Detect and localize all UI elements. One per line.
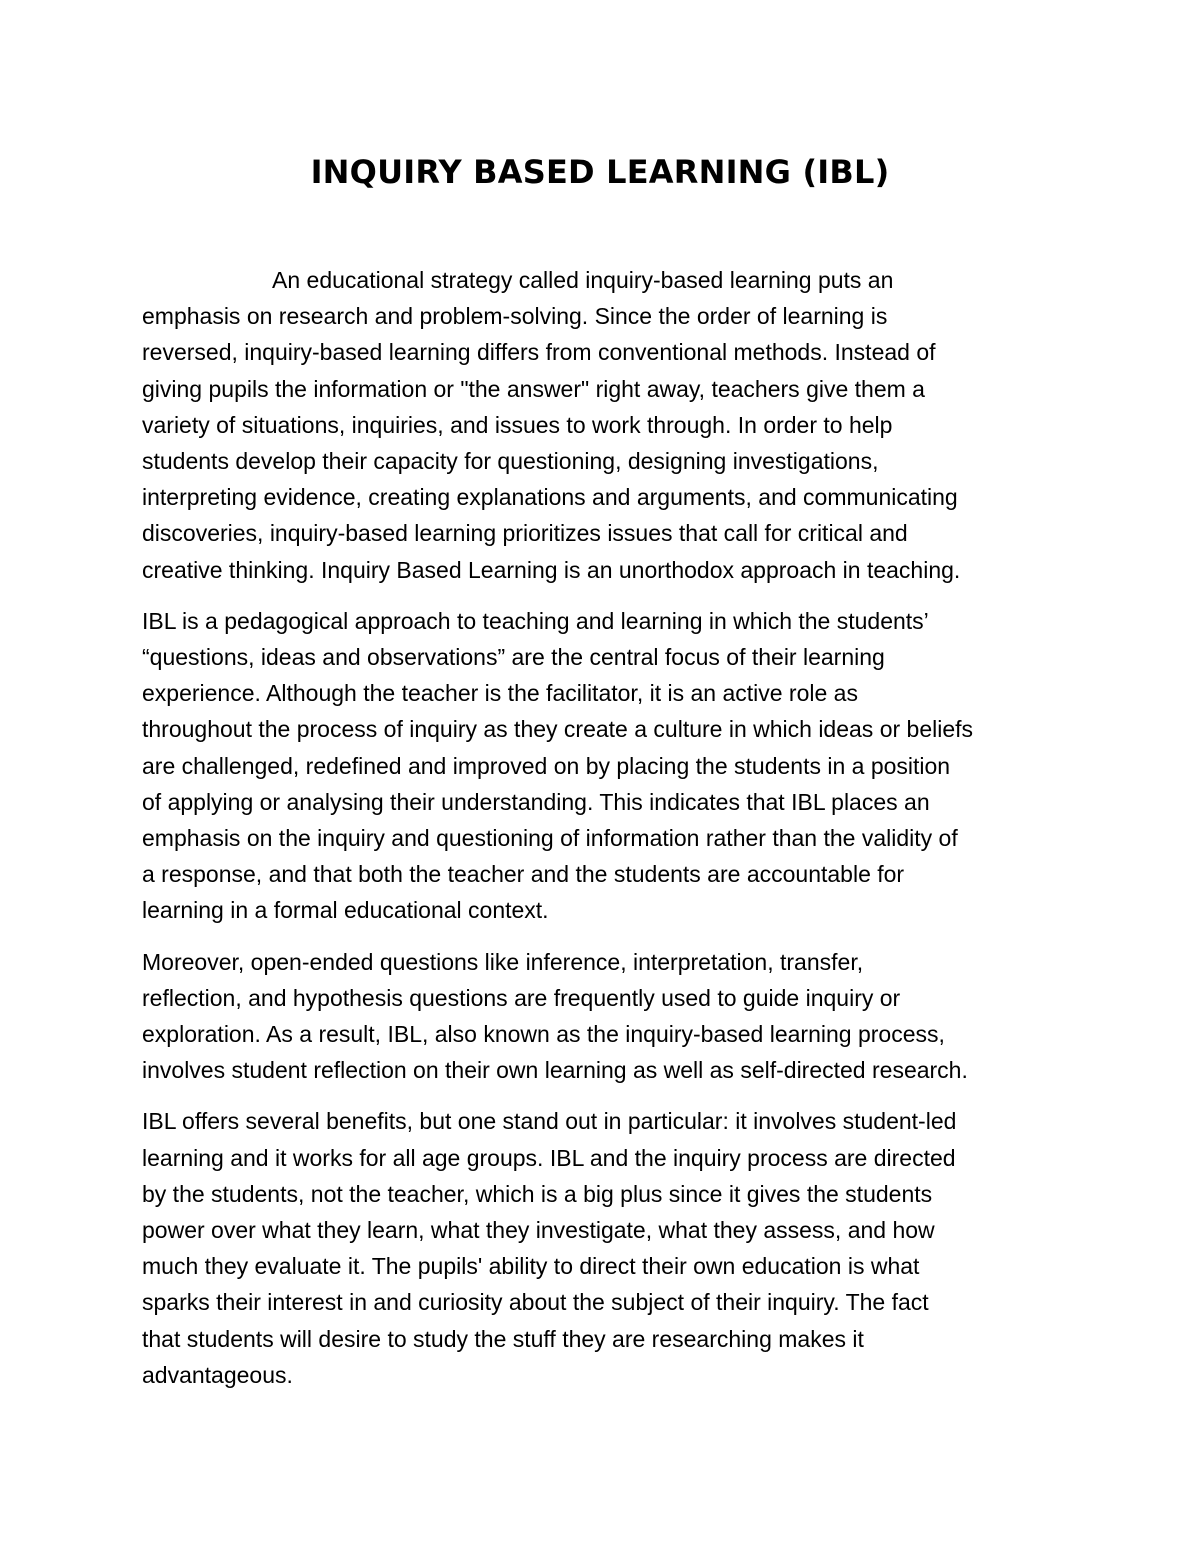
paragraph-line: throughout the process of inquiry as they create a culture in which ideas or beliefs bbox=[142, 716, 974, 743]
paragraph-line: variety of situations, inquiries, and issues to work through. In order to help bbox=[142, 411, 893, 438]
paragraph-line: experience. Although the teacher is the facilitator, it is an active role as bbox=[142, 680, 858, 707]
document-body bbox=[142, 262, 1064, 1408]
paragraph-line: exploration. As a result, IBL, also known as the inquiry-based learning process, bbox=[142, 1021, 945, 1048]
paragraph-line: a response, and that both the teacher and the students are accountable for bbox=[142, 861, 905, 888]
paragraph-line: creative thinking. Inquiry Based Learning is an unorthodox approach in teaching. bbox=[142, 556, 961, 583]
paragraph-line: IBL offers several benefits, but one stand out in particular: it involves student-led bbox=[142, 1108, 957, 1135]
paragraph-line: IBL is a pedagogical approach to teaching and learning in which the students’ bbox=[142, 607, 929, 634]
paragraph-line: power over what they learn, what they investigate, what they assess, and how bbox=[142, 1217, 935, 1244]
paragraph-line: of applying or analysing their understanding. This indicates that IBL places an bbox=[142, 788, 930, 815]
paragraph-1 bbox=[142, 262, 1064, 588]
paragraph-line: reversed, inquiry-based learning differs from conventional methods. Instead of bbox=[142, 339, 936, 366]
paragraph-line: “questions, ideas and observations” are the central focus of their learning bbox=[142, 644, 885, 671]
paragraph-line: giving pupils the information or "the answer" right away, teachers give them a bbox=[142, 375, 925, 402]
paragraph-line: emphasis on the inquiry and questioning of information rather than the validity of bbox=[142, 825, 958, 852]
paragraph-line: interpreting evidence, creating explanations and arguments, and communicating bbox=[142, 484, 958, 511]
paragraph-line: reflection, and hypothesis questions are frequently used to guide inquiry or bbox=[142, 984, 901, 1011]
paragraph-line: involves student reflection on their own learning as well as self-directed research. bbox=[142, 1057, 968, 1084]
paragraph-line: discoveries, inquiry-based learning prioritizes issues that call for critical and bbox=[142, 520, 908, 547]
paragraph-2 bbox=[142, 603, 1064, 929]
paragraph-line: learning and it works for all age groups. IBL and the inquiry process are directed bbox=[142, 1144, 956, 1171]
paragraph-line: advantageous. bbox=[142, 1361, 293, 1388]
document-title: INQUIRY BASED LEARNING (IBL) bbox=[310, 153, 890, 191]
paragraph-line: students develop their capacity for questioning, designing investigations, bbox=[142, 448, 879, 475]
paragraph-line: Moreover, open-ended questions like inference, interpretation, transfer, bbox=[142, 948, 864, 975]
paragraph-line: learning in a formal educational context. bbox=[142, 897, 549, 924]
paragraph-line: are challenged, redefined and improved on by placing the students in a position bbox=[142, 752, 951, 779]
paragraph-line: emphasis on research and problem-solving. Since the order of learning is bbox=[142, 303, 888, 330]
paragraph-line: sparks their interest in and curiosity about the subject of their inquiry. The fact bbox=[142, 1289, 929, 1316]
paragraph-line: by the students, not the teacher, which is a big plus since it gives the students bbox=[142, 1180, 933, 1207]
paragraph-4 bbox=[142, 1103, 1064, 1393]
paragraph-line: much they evaluate it. The pupils' ability to direct their own education is what bbox=[142, 1253, 920, 1280]
paragraph-line: An educational strategy called inquiry-based learning puts an bbox=[272, 267, 894, 293]
paragraph-line: that students will desire to study the stuff they are researching makes it bbox=[142, 1325, 864, 1352]
paragraph-3 bbox=[142, 944, 1064, 1089]
